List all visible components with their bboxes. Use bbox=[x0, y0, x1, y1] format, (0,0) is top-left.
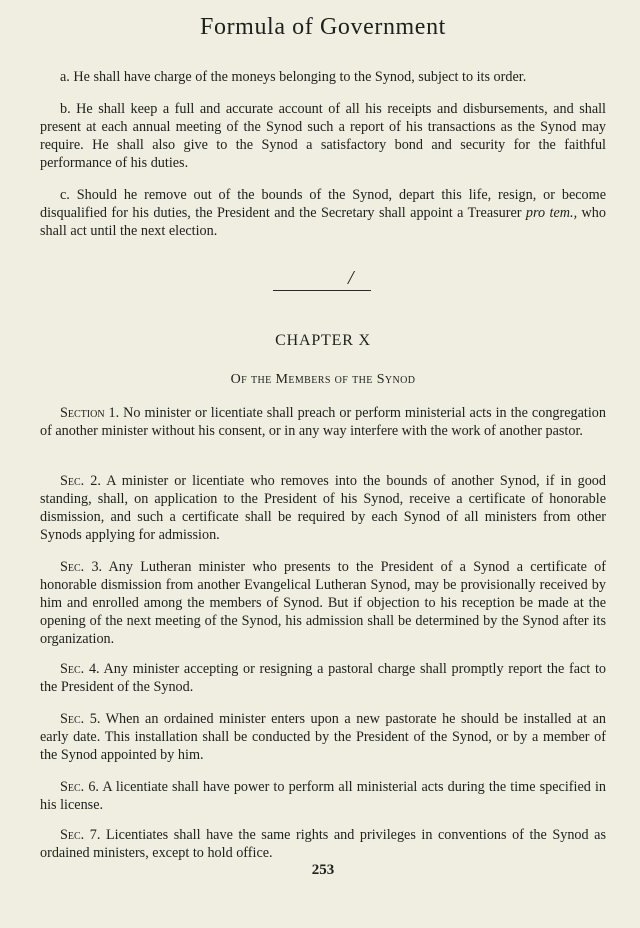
section-3-text: Any Lutheran minister who presents to the President of a Synod a certificate of honorable dismission from another Evangelical Lutheran Synod, may be provisionally received by him and enrolled among the members of Synod. But if objection to his reception be made at the opening of the next meeting of the Synod, his admission shall be determined by the Synod after its organization. bbox=[40, 559, 606, 647]
section-1-text: No minister or licentiate shall preach or perform ministerial acts in the congregation of another minister without his consent, or in any way interfere with the work of another pastor. bbox=[40, 405, 606, 439]
running-head: Formula of Government bbox=[200, 14, 446, 40]
section-divider-rule bbox=[273, 290, 371, 291]
paragraph-c bbox=[40, 186, 606, 240]
paragraph-a-text: a. He shall have charge of the moneys belonging to the Synod, subject to its order. bbox=[60, 69, 527, 85]
section-7 bbox=[40, 826, 606, 862]
section-5 bbox=[40, 710, 606, 764]
section-2-text: A minister or licentiate who removes into the bounds of another Synod, if in good standing, shall, on application to the President of his Synod, receive a certificate of honorable dismission, and such a certificate shall be required by each Synod of all ministers from other Synods applying for admission. bbox=[40, 473, 606, 543]
section-4-text: Any minister accepting or resigning a pastoral charge shall promptly report the fact to the President of the Synod. bbox=[40, 661, 606, 695]
section-4-label: Sec. 4. bbox=[60, 661, 100, 677]
section-2 bbox=[40, 472, 606, 544]
section-3 bbox=[40, 558, 606, 648]
section-6 bbox=[40, 778, 606, 814]
paragraph-c-italic: pro tem., bbox=[525, 205, 578, 221]
section-5-text: When an ordained minister enters upon a new pastorate he should be installed at an early date. This installation shall be conducted by the President of the Synod, or by a member of the Synod appointed by him. bbox=[40, 711, 606, 763]
book-page bbox=[40, 0, 606, 928]
section-1 bbox=[40, 404, 606, 440]
section-7-text: Licentiates shall have the same rights and privileges in conventions of the Synod as ordained ministers, except to hold office. bbox=[40, 827, 606, 861]
paragraph-b bbox=[40, 100, 606, 172]
paragraph-c-text-after: who shall act until the next election. bbox=[40, 205, 606, 239]
paragraph-a bbox=[40, 68, 606, 86]
section-5-label: Sec. 5. bbox=[60, 711, 101, 727]
page-number: 253 bbox=[311, 862, 335, 878]
chapter-subtitle: Of the Members of the Synod bbox=[230, 372, 416, 387]
section-4 bbox=[40, 660, 606, 696]
divider-mark: / bbox=[348, 267, 354, 289]
chapter-title: CHAPTER X bbox=[275, 332, 371, 349]
paragraph-b-text: b. He shall keep a full and accurate account of all his receipts and disbursements, and shall present at each annual meeting of the Synod such a report of his transactions as the Synod may require. He shall also give to the Synod a satisfactory bond and security for the faithful performance of his duties. bbox=[40, 101, 606, 171]
section-7-label: Sec. 7. bbox=[60, 827, 101, 843]
section-3-label: Sec. 3. bbox=[60, 559, 103, 575]
paragraph-c-text-before: c. Should he remove out of the bounds of the Synod, depart this life, resign, or become disqualified for his duties, the President and the Secretary shall appoint a Treasurer bbox=[40, 187, 606, 221]
section-1-label: Section 1. bbox=[60, 405, 120, 421]
section-6-label: Sec. 6. bbox=[60, 779, 99, 795]
section-2-label: Sec. 2. bbox=[60, 473, 101, 489]
section-6-text: A licentiate shall have power to perform all ministerial acts during the time specified in his license. bbox=[40, 779, 606, 813]
